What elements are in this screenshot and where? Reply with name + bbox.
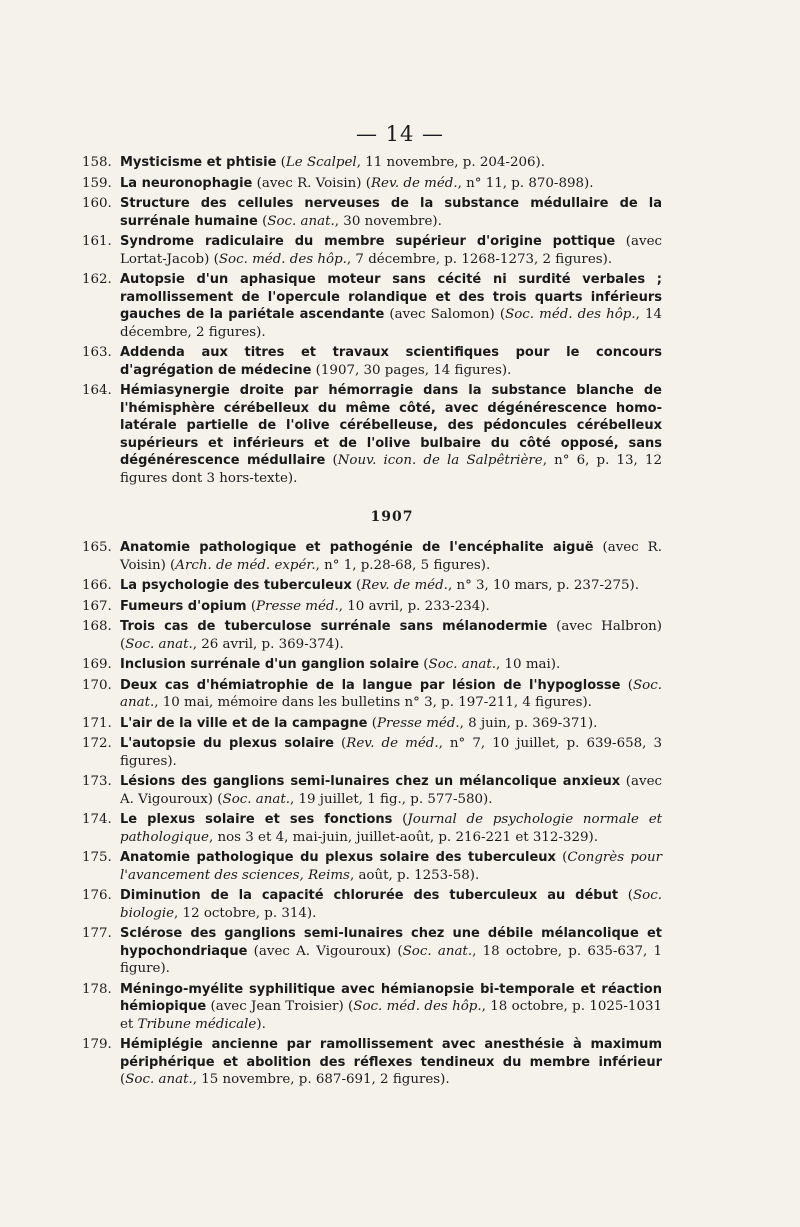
entry-journal: Congrès pour l'avancement des sciences, Reims <box>120 850 662 883</box>
entry-title: Anatomie pathologique et pathogénie de l'encéphalite aiguë <box>120 540 594 555</box>
entry-number: 179. <box>82 1037 112 1052</box>
entry-citation-details: , août, p. 1253-58). <box>349 867 480 883</box>
bibliography-entry <box>82 618 662 653</box>
entry-title: Anatomie pathologique du plexus solaire des tuberculeux <box>120 850 556 865</box>
bibliography-entry <box>82 811 662 846</box>
entry-journal: Soc. méd. des hôp. <box>505 307 636 322</box>
entry-journal: Soc. anat. <box>402 943 473 959</box>
entry-number: 160. <box>82 196 112 211</box>
entry-title: Méningo-myélite syphilitique avec hémianopsie bi-temporale et réaction hémiopique <box>120 981 662 1014</box>
entry-citation-text: (avec Lortat-Jacob) ( <box>120 234 662 267</box>
entry-journal: Soc. anat. <box>222 791 290 807</box>
bibliography-entry <box>82 735 662 770</box>
bibliography-entry <box>82 773 662 808</box>
entry-number: 162. <box>82 272 112 287</box>
bibliography-entry <box>82 981 662 1034</box>
entry-citation-details: , n° 3, 10 mars, p. 237-275). <box>447 578 640 593</box>
entry-citation-details: , 7 décembre, p. 1268-1273, 2 figures). <box>346 251 613 267</box>
entry-journal: Presse méd. <box>256 598 339 614</box>
entry-citation-details: , 30 novembre). <box>334 213 442 229</box>
entry-journal: Soc. anat. <box>428 657 497 672</box>
entry-citation-details: , 18 octobre, p. 1025-1031 et <box>120 999 662 1032</box>
entry-citation-text: ( <box>419 657 429 672</box>
entry-title: Sclérose des ganglions semi-lunaires chez une débile mélancolique et hypochondriaque <box>120 926 662 959</box>
entry-citation-details: , 10 mai). <box>496 657 561 672</box>
entry-citation-details: , n° 1, p.28-68, 5 figures). <box>315 557 491 573</box>
entry-citation-text: (avec Halbron) ( <box>120 619 662 652</box>
entry-journal: Soc. anat. <box>120 677 662 710</box>
entry-citation-text: ( <box>246 598 257 614</box>
bibliography-list <box>82 154 662 1092</box>
entry-title: Fumeurs d'opium <box>120 598 247 614</box>
entry-citation-details: , n° 11, p. 870-898). <box>457 175 594 191</box>
entry-citation-text: ( <box>555 850 568 865</box>
entry-title: Diminution de la capacité chlorurée des tuberculeux au début <box>120 888 619 903</box>
entry-citation-details: , 15 novembre, p. 687-691, 2 figures). <box>192 1072 450 1087</box>
entry-number: 161. <box>82 234 112 249</box>
entry-journal: Journal de psychologie normale et pathologique <box>120 812 662 845</box>
entry-title: L'autopsie du plexus solaire <box>120 736 334 751</box>
entry-title: Structure des cellules nerveuses de la substance médullaire de la surrénale humaine <box>120 196 662 229</box>
entry-number: 178. <box>82 981 112 997</box>
entry-citation-text: ( <box>351 578 362 593</box>
entry-citation-end: ). <box>256 1016 266 1032</box>
entry-title: La neuronophagie <box>120 175 253 191</box>
entry-journal: Rev. de méd. <box>361 578 448 593</box>
bibliography-entry <box>82 154 662 172</box>
entry-title: Addenda aux titres et travaux scientifiques pour le concours d'agrégation de médecine <box>120 345 662 378</box>
bibliography-entry <box>82 677 662 712</box>
entry-number: 163. <box>82 345 112 360</box>
entry-number: 168. <box>82 619 112 634</box>
entry-citation-text: (avec R. Voisin) ( <box>120 540 662 573</box>
entry-citation-text: ( <box>257 213 268 229</box>
entry-citation-text: (avec Salomon) ( <box>384 307 506 322</box>
entry-number: 164. <box>82 383 112 398</box>
entry-number: 174. <box>82 812 112 827</box>
entry-citation-text: ( <box>333 736 347 751</box>
entry-number: 165. <box>82 540 112 555</box>
bibliography-entry <box>82 195 662 230</box>
entry-journal: Arch. de méd. expér. <box>175 557 316 573</box>
entry-number: 177. <box>82 926 112 941</box>
entry-citation-text: ( <box>620 677 633 693</box>
entry-journal: Rev. de méd. <box>370 175 458 191</box>
bibliography-entry <box>82 175 662 193</box>
bibliography-entry <box>82 656 662 674</box>
page-number: — 14 — <box>355 122 445 146</box>
bibliography-entry <box>82 539 662 574</box>
entry-title: Mysticisme et phtisie <box>120 155 277 170</box>
entry-citation-text: ( <box>276 155 286 170</box>
entry-citation-details: , nos 3 et 4, mai-juin, juillet-août, p. 216-221 et 312-329). <box>208 829 599 845</box>
entry-title: Syndrome radiculaire du membre supérieur d'origine pottique <box>120 234 616 249</box>
entry-number: 176. <box>82 888 112 903</box>
entry-citation-text: (avec A. Vigouroux) ( <box>120 774 662 807</box>
entry-journal: Soc. anat. <box>125 636 193 652</box>
entry-title: Hémiplégie ancienne par ramollissement avec anesthésie à maximum périphérique et abolition des réflexes tendineux du membre inférieur <box>120 1037 662 1070</box>
bibliography-entry <box>82 577 662 595</box>
entry-journal: Rev. de méd. <box>346 736 439 751</box>
bibliography-entry <box>82 849 662 884</box>
entry-title: Hémiasynergie droite par hémorragie dans la substance blanche de l'hémisphère cérébelleux du même côté, avec dégénérescence homo-latérale partielle de l'olive cérébelleuse, des pédoncules cérébelleux supérieurs et inférieurs et de l'olive bulbaire du côté opposé, sans dégénérescence médullaire <box>120 383 662 468</box>
section-year-heading: 1907 <box>370 509 414 525</box>
entry-citation-text: ( <box>325 453 338 468</box>
entry-citation-details: , 11 novembre, p. 204-206). <box>356 155 545 170</box>
entry-journal: Soc. anat. <box>125 1072 193 1087</box>
entry-title: Le plexus solaire et ses fonctions <box>120 812 393 827</box>
entry-citation-details: , 14 décembre, 2 figures). <box>120 307 662 340</box>
entry-number: 169. <box>82 657 112 672</box>
entry-number: 170. <box>82 677 112 693</box>
entry-citation-text: ( <box>392 812 408 827</box>
entry-citation-text: (avec Jean Troisier) ( <box>206 999 354 1014</box>
entry-journal: Soc. méd. des hôp. <box>353 999 482 1014</box>
entry-citation-details: , n° 7, 10 juillet, p. 639-658, 3 figures). <box>120 736 663 769</box>
bibliography-entry <box>82 598 662 616</box>
entry-citation-details: , 10 mai, mémoire dans les bulletins n° 3, p. 197-211, 4 figures). <box>154 695 592 710</box>
bibliography-entry <box>82 925 662 978</box>
entry-journal: Nouv. icon. de la Salpêtrière <box>337 453 543 468</box>
entry-journal: Presse méd. <box>376 715 460 731</box>
entry-title: Autopsie d'un aphasique moteur sans cécité ni surdité verbales ; ramollissement de l'opercule rolandique et des trois quarts inférieurs gauches de la pariétale ascendante <box>120 272 662 322</box>
entry-journal: Soc. biologie <box>120 888 662 921</box>
entry-number: 167. <box>82 598 112 614</box>
entry-number: 159. <box>82 175 112 191</box>
entry-number: 172. <box>82 736 112 751</box>
entry-journal: Soc. méd. des hôp. <box>218 251 347 267</box>
entry-citation-details: , 12 octobre, p. 314). <box>174 905 317 921</box>
entry-number: 166. <box>82 578 112 593</box>
entry-citation-text: ( <box>120 1072 126 1087</box>
entry-title: Deux cas d'hémiatrophie de la langue par lésion de l'hypoglosse <box>120 677 621 693</box>
bibliography-entry <box>82 344 662 379</box>
entry-journal-secondary: Tribune médicale <box>137 1016 257 1032</box>
entry-citation-details: , 18 octobre, p. 635-637, 1 figure). <box>120 943 662 976</box>
entry-citation-text: (avec R. Voisin) ( <box>252 175 371 191</box>
entry-title: Lésions des ganglions semi-lunaires chez un mélancolique anxieux <box>120 774 621 789</box>
entry-number: 171. <box>82 715 112 731</box>
entry-title: L'air de la ville et de la campagne <box>120 715 368 731</box>
bibliography-entry <box>82 1036 662 1089</box>
entry-journal: Le Scalpel <box>285 155 357 170</box>
bibliography-entry <box>82 271 662 341</box>
entry-title: La psychologie des tuberculeux <box>120 578 352 593</box>
entry-number: 175. <box>82 850 112 865</box>
entry-title: Inclusion surrénale d'un ganglion solaire <box>120 657 420 672</box>
bibliography-entry <box>82 715 662 733</box>
entry-citation-text: ( <box>367 715 377 731</box>
entry-citation-details: , 10 avril, p. 233-234). <box>338 598 490 614</box>
entry-citation-details: , n° 6, p. 13, 12 figures dont 3 hors-texte). <box>120 453 662 486</box>
bibliography-entry <box>82 233 662 268</box>
entry-citation-text: ( <box>618 888 633 903</box>
entry-citation-text: (avec A. Vigouroux) ( <box>247 943 403 959</box>
bibliography-entry <box>82 382 662 487</box>
entry-citation-details: , 8 juin, p. 369-371). <box>459 715 598 731</box>
bibliography-entry <box>82 887 662 922</box>
entry-citation-details: , 26 avril, p. 369-374). <box>192 636 344 652</box>
entry-title: Trois cas de tuberculose surrénale sans mélanodermie <box>120 619 548 634</box>
entry-citation-details: , 19 juillet, 1 fig., p. 577-580). <box>290 791 493 807</box>
entry-number: 173. <box>82 774 112 789</box>
entry-number: 158. <box>82 155 112 170</box>
entry-citation-text: (1907, 30 pages, 14 figures). <box>311 362 512 378</box>
entry-journal: Soc. anat. <box>267 213 335 229</box>
